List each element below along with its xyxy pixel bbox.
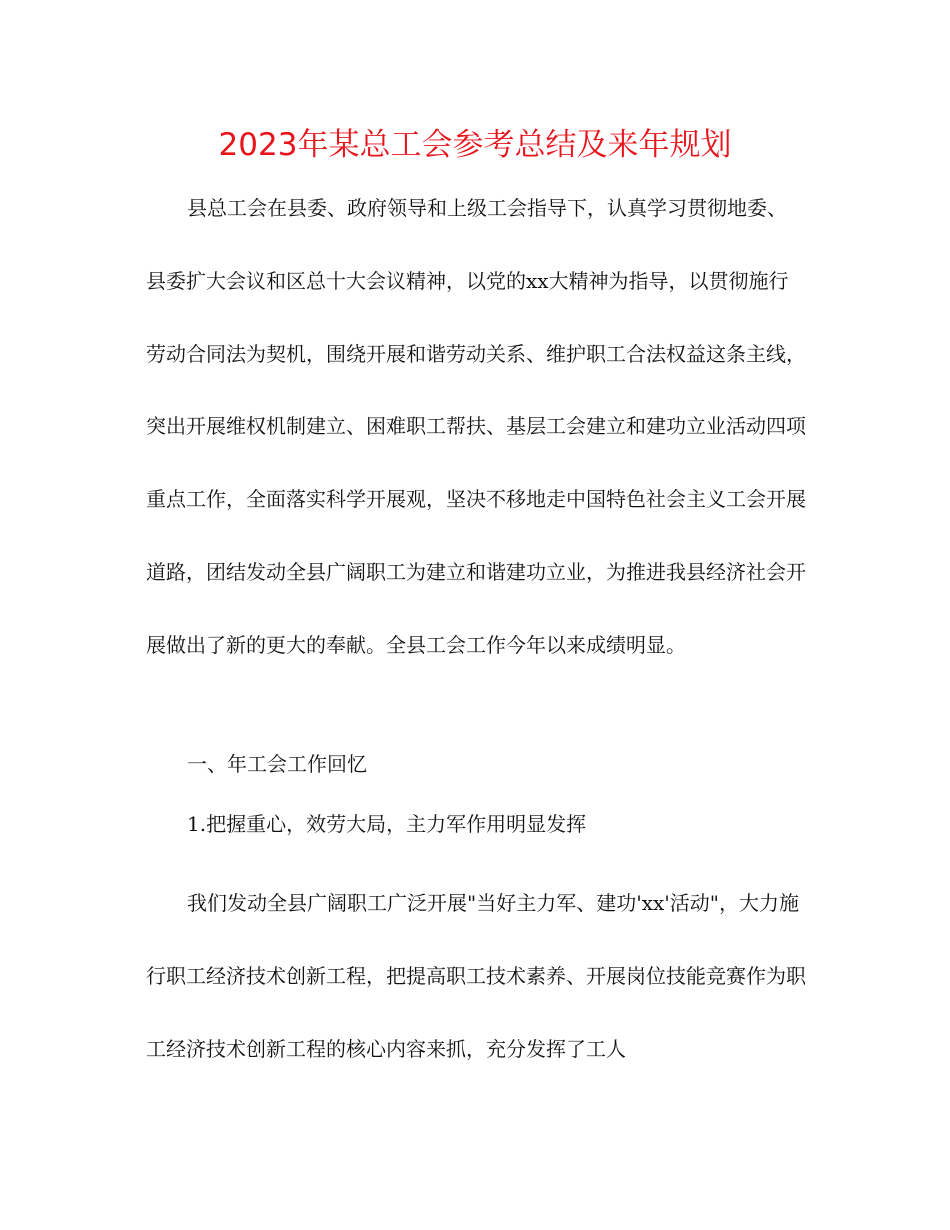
document-title: 2023年某总工会参考总结及来年规划 (218, 127, 732, 163)
intro-paragraph: 县总工会在县委、政府领导和上级工会指导下，认真学习贯彻地委、县委扩大会议和区总十大会议精神，以党的xx大精神为指导，以贯彻施行劳动合同法为契机，围绕开展和谐劳动关系、维护职工合法权益这条主线，突出开展维权机制建立、困难职工帮扶、基层工会建立和建功立业活动四项重点工作，全面落实科学开展观，坚决不移地走中国特色社会主义工会开展道路，团结发动全县广阔职工为建立和谐建功立业，为推进我县经济社会开展做出了新的更大的奉献。全县工会工作今年以来成绩明显。 (146, 196, 806, 657)
section-heading: 一、年工会工作回忆 (187, 752, 367, 776)
body-paragraph: 我们发动全县广阔职工广泛开展"当好主力军、建功'xx'活动"，大力施行职工经济技术创新工程，把提高职工技术素养、开展岗位技能竞赛作为职工经济技术创新工程的核心内容来抓，充分发挥了工人 (146, 891, 806, 1061)
subsection-heading: 1.把握重心，效劳大局，主力军作用明显发挥 (187, 812, 587, 836)
